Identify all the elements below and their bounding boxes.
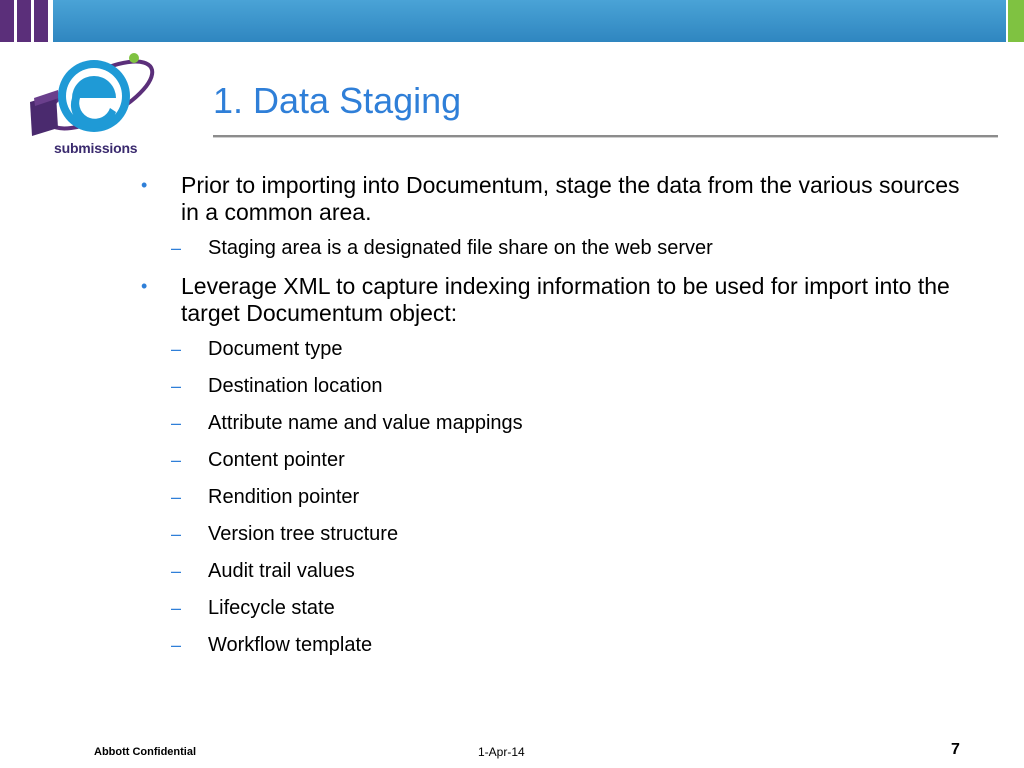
top-banner [0,0,1024,44]
sub-item-text: Attribute name and value mappings [208,412,523,434]
banner-stripe-purple [34,0,48,42]
sub-item-text: Version tree structure [208,523,399,545]
dash-marker: – [171,376,182,396]
dash-marker: – [171,635,182,655]
bullet-text: Leverage XML to capture indexing information to be used for import into the target Documentum object: [181,273,950,326]
sub-item-text: Audit trail values [208,560,355,582]
sub-item-text: Lifecycle state [208,597,335,619]
page-number: 7 [951,741,960,758]
dash-marker: – [171,413,182,433]
sub-item [135,633,975,658]
banner-stripe-green [1008,0,1024,42]
title-divider [213,135,998,138]
dash-marker: – [171,487,182,507]
bullet-text: Prior to importing into Documentum, stage the data from the various sources in a common area. [181,172,960,225]
dash-marker: – [171,339,182,359]
sub-item [135,522,975,547]
banner-stripe-blue [53,0,1006,42]
sub-item [135,448,975,473]
logo-text: submissions [54,140,138,156]
sub-item [135,337,975,362]
sub-item-text: Content pointer [208,449,345,471]
slide-content [135,172,975,670]
dash-marker: – [171,238,182,258]
sub-item [135,559,975,584]
sub-item [135,236,975,261]
sub-item [135,485,975,510]
sub-item [135,596,975,621]
bullet-marker: • [141,175,148,195]
footer-date: 1-Apr-14 [478,745,525,759]
sub-item-text: Rendition pointer [208,486,360,508]
dash-marker: – [171,450,182,470]
dash-marker: – [171,524,182,544]
bullet-marker: • [141,276,148,296]
sub-item-text: Staging area is a designated file share on the web server [208,237,713,259]
banner-stripe-purple [17,0,31,42]
sub-item [135,374,975,399]
sub-item-text: Destination location [208,375,383,397]
bullet-item [135,273,975,327]
sub-list [135,337,975,658]
sub-item-text: Workflow template [208,634,373,656]
sub-item [135,411,975,436]
dash-marker: – [171,561,182,581]
footer-confidential: Abbott Confidential [94,746,197,758]
bullet-item [135,172,975,226]
sub-list [135,236,975,261]
banner-stripe-purple [0,0,14,42]
sub-item-text: Document type [208,338,343,360]
slide-title: 1. Data Staging [213,80,462,121]
dash-marker: – [171,598,182,618]
